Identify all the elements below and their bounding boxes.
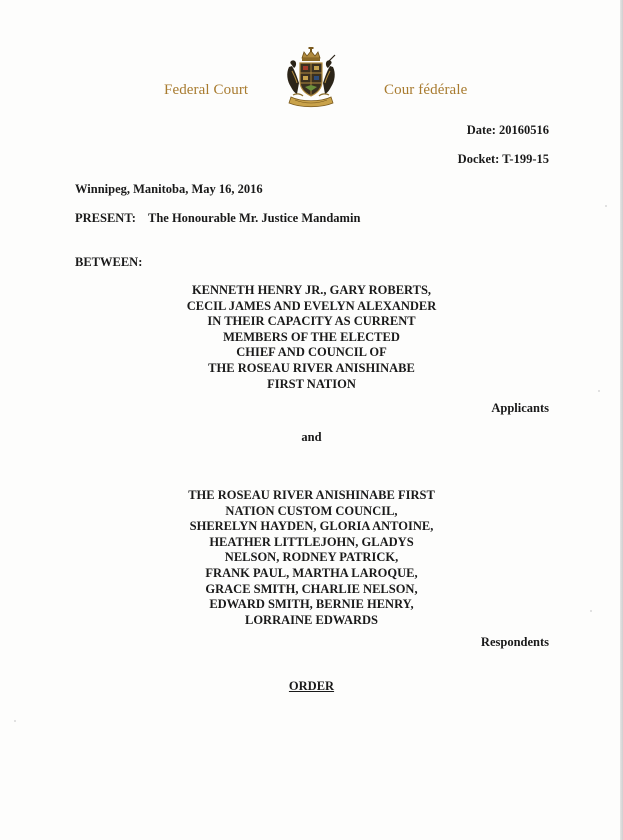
court-name-english: Federal Court xyxy=(164,82,249,98)
order-heading xyxy=(0,679,623,695)
present-line xyxy=(75,211,360,226)
respondent-line: SHERELYN HAYDEN, GLORIA ANTOINE, xyxy=(189,519,434,534)
scan-speck xyxy=(605,205,607,207)
applicant-line: KENNETH HENRY JR., GARY ROBERTS, xyxy=(191,283,432,297)
applicant-line: FIRST NATION xyxy=(267,376,356,391)
respondent-line: NELSON, RODNEY PATRICK, xyxy=(224,550,399,565)
and-label xyxy=(0,430,623,446)
present-label: PRESENT: xyxy=(75,211,136,225)
respondent-line: GRACE SMITH, CHARLIE NELSON, xyxy=(205,581,418,596)
respondents-role: Respondents xyxy=(480,635,549,649)
respondent-line: HEATHER LITTLEJOHN, GLADYS xyxy=(209,534,414,549)
respondent-line: EDWARD SMITH, BERNIE HENRY, xyxy=(209,597,414,612)
applicants-block xyxy=(0,283,623,392)
respondent-line: FRANK PAUL, MARTHA LAROQUE, xyxy=(205,565,418,580)
between-label: BETWEEN: xyxy=(75,255,143,269)
respondent-line: THE ROSEAU RIVER ANISHINABE FIRST xyxy=(188,488,435,502)
respondent-line: LORRAINE EDWARDS xyxy=(244,612,378,627)
court-name-french: Cour fédérale xyxy=(384,82,468,98)
applicant-line: CECIL JAMES AND EVELYN ALEXANDER xyxy=(186,298,437,313)
order-title: ORDER xyxy=(288,679,335,693)
applicant-line: THE ROSEAU RIVER ANISHINABE xyxy=(208,360,415,375)
coat-of-arms-icon xyxy=(283,47,339,109)
present-judge: The Honourable Mr. Justice Mandamin xyxy=(148,211,361,225)
location-date: Winnipeg, Manitoba, May 16, 2016 xyxy=(75,182,263,196)
docket-line: Docket: T-199-15 xyxy=(457,152,549,166)
applicant-line: MEMBERS OF THE ELECTED xyxy=(223,329,400,344)
date-line: Date: 20160516 xyxy=(466,123,549,137)
applicant-line: IN THEIR CAPACITY AS CURRENT xyxy=(207,314,416,329)
scan-speck xyxy=(14,720,16,722)
respondents-block xyxy=(0,488,623,628)
applicants-role: Applicants xyxy=(491,401,549,415)
respondent-line: NATION CUSTOM COUNCIL, xyxy=(225,503,398,518)
applicant-line: CHIEF AND COUNCIL OF xyxy=(236,345,387,360)
and-text: and xyxy=(301,430,322,444)
